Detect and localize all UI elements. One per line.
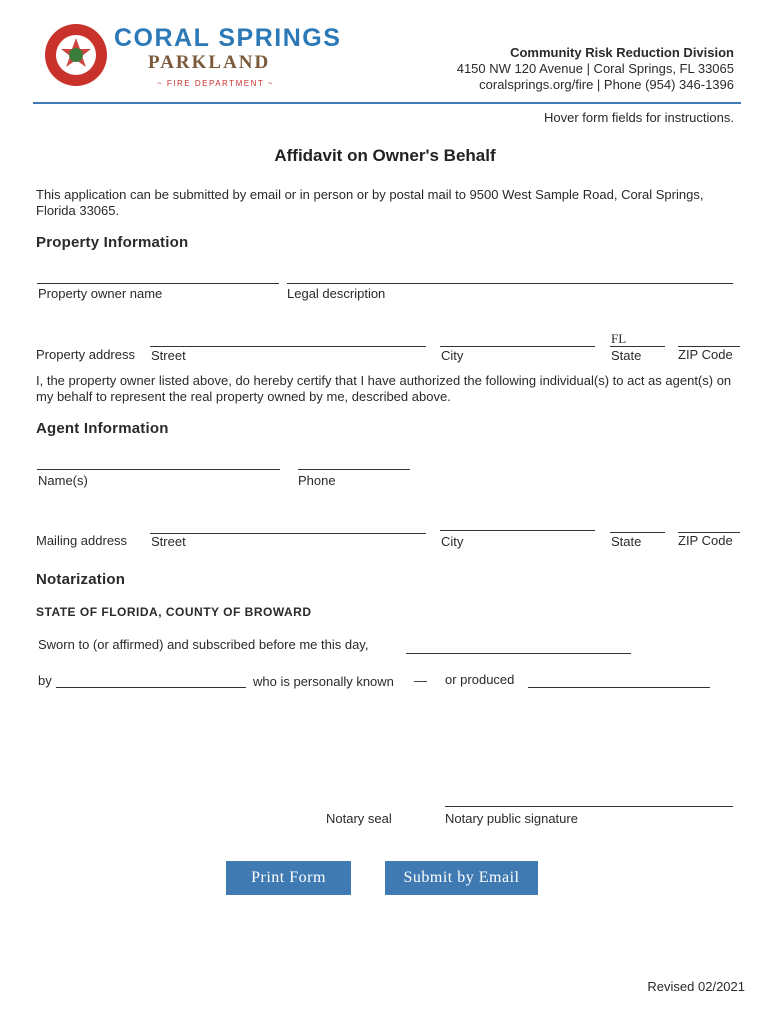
agent-phone-label: Phone [298, 473, 336, 488]
agent-zip-label: ZIP Code [678, 533, 733, 548]
form-intro: This application can be submitted by email or in person or by postal mail to 9500 West Sample Road, Coral Springs, Florida 33065. [36, 187, 704, 218]
agent-names-input[interactable] [37, 452, 280, 468]
legal-description-line [287, 283, 733, 284]
notary-seal-label: Notary seal [326, 811, 392, 826]
agent-street-label: Street [151, 534, 186, 549]
agent-street-line [150, 533, 426, 534]
brand-top: CORAL SPRINGS [114, 24, 342, 52]
brand-middle: PARKLAND [148, 52, 271, 73]
division-name: Community Risk Reduction Division [510, 45, 734, 60]
legal-description-label: Legal description [287, 286, 386, 301]
submit-by-email-button[interactable]: Submit by Email [385, 861, 538, 895]
sworn-text: Sworn to (or affirmed) and subscribed before me this day, [38, 637, 369, 652]
property-address-label: Property address [36, 347, 135, 362]
state-county-line: STATE OF FLORIDA, COUNTY OF BROWARD [36, 605, 312, 619]
produced-id-input[interactable] [528, 670, 710, 686]
produced-id-line [528, 687, 710, 688]
personally-known-label: who is personally known [253, 674, 394, 689]
by-label: by [38, 673, 52, 688]
property-zip-input[interactable] [678, 329, 740, 345]
agent-state-input[interactable] [610, 515, 665, 531]
property-state-value[interactable]: FL [611, 331, 627, 346]
agent-city-input[interactable] [440, 513, 595, 529]
print-form-button[interactable]: Print Form [226, 861, 351, 895]
agent-city-line [440, 530, 595, 531]
mailing-address-label: Mailing address [36, 533, 128, 548]
agent-city-label: City [441, 534, 464, 549]
notary-signature-label: Notary public signature [445, 811, 578, 826]
form-title: Affidavit on Owner's Behalf [274, 146, 496, 165]
property-city-input[interactable] [440, 329, 595, 345]
division-contact: coralsprings.org/fire | Phone (954) 346-1396 [479, 77, 734, 92]
property-section-heading: Property Information [36, 234, 189, 251]
property-city-line [440, 346, 595, 347]
property-city-label: City [441, 348, 464, 363]
agent-names-label: Name(s) [38, 473, 88, 488]
fire-department-seal-icon [44, 21, 108, 89]
sworn-date-input[interactable] [406, 636, 631, 652]
agent-state-label: State [611, 534, 642, 549]
or-produced-label: or produced [445, 672, 515, 687]
hover-instructions-note: Hover form fields for instructions. [543, 110, 734, 125]
property-owner-name-label: Property owner name [38, 286, 163, 301]
property-street-label: Street [151, 348, 186, 363]
property-owner-name-line [37, 283, 279, 284]
personally-known-dash[interactable]: — [414, 673, 427, 688]
property-zip-label: ZIP Code [678, 347, 733, 362]
revision-date: Revised 02/2021 [647, 979, 745, 994]
by-name-input[interactable] [56, 670, 246, 686]
agent-section-heading: Agent Information [36, 420, 169, 437]
agent-street-input[interactable] [150, 516, 426, 532]
brand-bottom-text: FIRE DEPARTMENT [166, 79, 265, 88]
agent-zip-input[interactable] [678, 515, 740, 531]
agent-phone-line [298, 469, 410, 470]
property-street-input[interactable] [150, 329, 426, 345]
division-address: 4150 NW 120 Avenue | Coral Springs, FL 33065 [456, 61, 734, 76]
property-street-line [150, 346, 426, 347]
owner-certification-text: I, the property owner listed above, do hereby certify that I have authorized the following individual(s) to act as agent(s) on my behalf to represent the real property owned by me, described above. [36, 373, 732, 404]
legal-description-input[interactable] [287, 266, 733, 282]
agent-names-line [37, 469, 280, 470]
by-name-line [56, 687, 246, 688]
agent-phone-input[interactable] [298, 452, 410, 468]
property-owner-name-input[interactable] [37, 266, 279, 282]
notarization-section-heading: Notarization [36, 571, 126, 588]
sworn-date-line [406, 653, 631, 654]
brand-bottom: ~ FIRE DEPARTMENT ~ [157, 79, 274, 88]
notary-signature-line [445, 806, 733, 807]
header-divider [33, 102, 741, 104]
property-state-line [610, 346, 665, 347]
property-state-label: State [611, 348, 642, 363]
agent-state-line [610, 532, 665, 533]
